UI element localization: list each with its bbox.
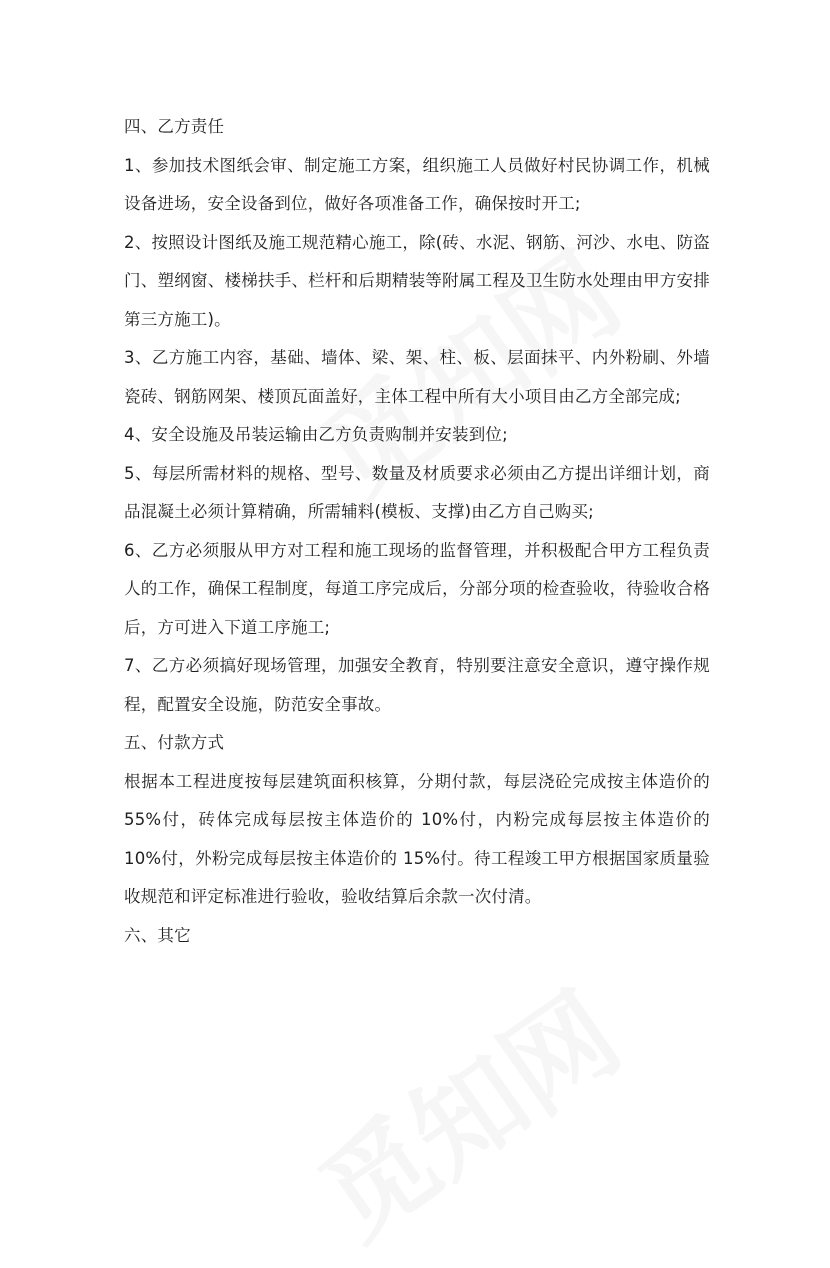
watermark [285, 950, 646, 1268]
section-heading-party-b: 四、乙方责任 [124, 117, 225, 136]
clause-6: 6、乙方必须服从甲方对工程和施工现场的监督管理，并积极配合甲方工程负责人的工作，确保工程制度，每道工序完成后，分部分项的检查验收，待验收合格后，方可进入下道工序施工; [124, 540, 710, 637]
section-heading-other: 六、其它 [124, 925, 191, 945]
clause-5: 5、每层所需材料的规格、型号、数量及材质要求必须由乙方提出详细计划，商品混凝土必须计算精确，所需辅料(模板、支撑)由乙方自己购买; [124, 463, 710, 521]
document-body [124, 108, 710, 955]
clause-1: 1、参加技术图纸会审、制定施工方案，组织施工人员做好村民协调工作，机械设备进场，安全设备到位，做好各项准备工作，确保按时开工; [124, 155, 710, 213]
clause-2: 2、按照设计图纸及施工规范精心施工，除(砖、水泥、钢筋、河沙、水电、防盗门、塑纲窗、楼梯扶手、栏杆和后期精装等附属工程及卫生防水处理由甲方安排第三方施工)。 [124, 232, 710, 329]
clause-7: 7、乙方必须搞好现场管理，加强安全教育，特别要注意安全意识，遵守操作规程，配置安全设施，防范安全事故。 [124, 656, 710, 714]
clause-4: 4、安全设施及吊装运输由乙方负责购制并安装到位; [124, 425, 508, 444]
section-heading-payment: 五、付款方式 [124, 733, 225, 752]
clause-3: 3、乙方施工内容，基础、墙体、梁、架、柱、板、层面抹平、内外粉刷、外墙瓷砖、钢筋网架、楼顶瓦面盖好，主体工程中所有大小项目由乙方全部完成; [124, 348, 710, 406]
payment-terms: 根据本工程进度按每层建筑面积核算，分期付款，每层浇砼完成按主体造价的55%付，砖体完成每层按主体造价的 10%付，内粉完成每层按主体造价的 10%付，外粉完成每层按主体造价的 15%付。待工程竣工甲方根据国家质量验收规范和评定标准进行验收，验收结算后余款一次付清。 [124, 771, 710, 906]
